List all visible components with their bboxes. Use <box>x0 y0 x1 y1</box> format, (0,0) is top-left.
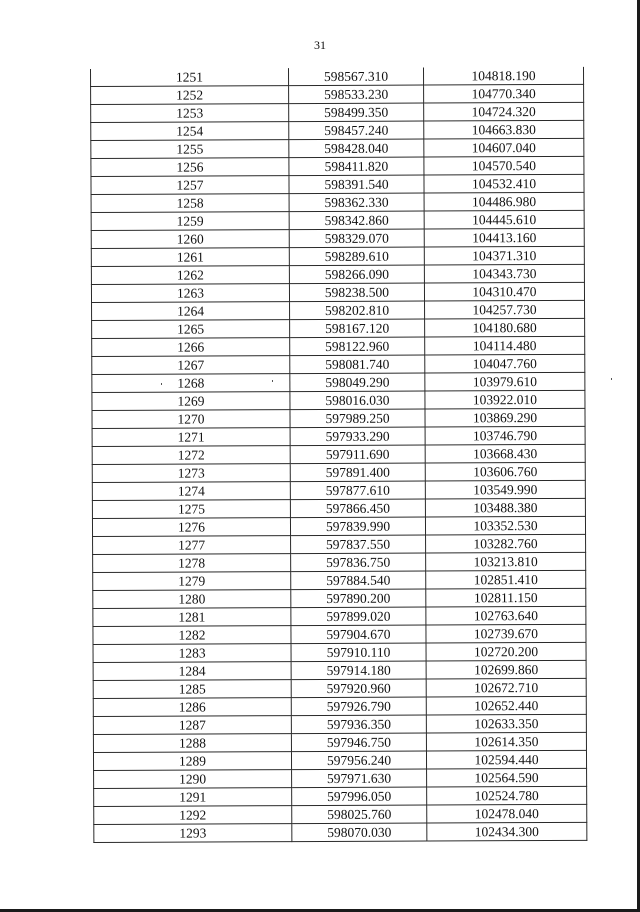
y-coordinate-cell: 103488.380 <box>425 498 585 517</box>
point-number-cell: 1262 <box>91 266 289 285</box>
table-row <box>92 444 585 464</box>
table-row <box>93 660 586 680</box>
y-coordinate-cell: 104310.470 <box>424 282 584 301</box>
point-number-cell: 1269 <box>92 392 290 411</box>
table-row <box>91 84 584 104</box>
table-row <box>93 588 586 608</box>
y-coordinate-cell: 104486.980 <box>424 192 584 211</box>
y-coordinate-cell: 103606.760 <box>425 462 585 481</box>
table-row <box>94 804 587 824</box>
y-coordinate-cell: 104770.340 <box>424 84 584 103</box>
x-coordinate-cell: 598070.030 <box>292 823 427 842</box>
x-coordinate-cell: 598391.540 <box>289 175 424 194</box>
table-row <box>93 714 586 734</box>
x-coordinate-cell: 597837.550 <box>291 535 426 554</box>
scan-speck <box>611 378 612 380</box>
point-number-cell: 1275 <box>92 500 290 519</box>
x-coordinate-cell: 598016.030 <box>290 391 425 410</box>
table-row <box>94 822 587 842</box>
x-coordinate-cell: 597914.180 <box>291 661 426 680</box>
table-row <box>93 534 586 554</box>
point-number-cell: 1252 <box>91 86 289 105</box>
y-coordinate-cell: 102720.200 <box>426 642 586 661</box>
table-row <box>93 624 586 644</box>
y-coordinate-cell: 104371.310 <box>424 246 584 265</box>
y-coordinate-cell: 104724.320 <box>424 102 584 121</box>
point-number-cell: 1255 <box>91 140 289 159</box>
y-coordinate-cell: 103979.610 <box>425 372 585 391</box>
table-row <box>93 732 586 752</box>
point-number-cell: 1260 <box>91 230 289 249</box>
y-coordinate-cell: 102434.300 <box>427 822 587 841</box>
x-coordinate-cell: 597839.990 <box>290 517 425 536</box>
x-coordinate-cell: 597920.960 <box>291 679 426 698</box>
y-coordinate-cell: 103549.990 <box>425 480 585 499</box>
page-number: 31 <box>314 38 326 52</box>
point-number-cell: 1282 <box>93 626 291 645</box>
point-number-cell: 1290 <box>94 770 292 789</box>
x-coordinate-cell: 598238.500 <box>289 283 424 302</box>
table-row <box>90 67 583 87</box>
x-coordinate-cell: 597904.670 <box>291 625 426 644</box>
scan-speck <box>272 380 273 382</box>
table-row <box>92 516 585 536</box>
table-row <box>91 228 584 248</box>
point-number-cell: 1271 <box>92 428 290 447</box>
x-coordinate-cell: 597911.690 <box>290 445 425 464</box>
y-coordinate-cell: 104663.830 <box>424 120 584 139</box>
table-row <box>92 336 585 356</box>
point-number-cell: 1268 <box>92 374 290 393</box>
point-number-cell: 1292 <box>94 806 292 825</box>
y-coordinate-cell: 103668.430 <box>425 444 585 463</box>
x-coordinate-cell: 598081.740 <box>290 355 425 374</box>
x-coordinate-cell: 597989.250 <box>290 409 425 428</box>
y-coordinate-cell: 102478.040 <box>427 804 587 823</box>
x-coordinate-cell: 597956.240 <box>291 751 426 770</box>
y-coordinate-cell: 102851.410 <box>426 570 586 589</box>
x-coordinate-cell: 597971.630 <box>292 769 427 788</box>
x-coordinate-cell: 597910.110 <box>291 643 426 662</box>
point-number-cell: 1285 <box>93 680 291 699</box>
point-number-cell: 1254 <box>91 122 289 141</box>
x-coordinate-cell: 598567.310 <box>288 68 423 86</box>
table-row <box>92 498 585 518</box>
point-number-cell: 1273 <box>92 464 290 483</box>
x-coordinate-cell: 597891.400 <box>290 463 425 482</box>
y-coordinate-cell: 103746.790 <box>425 426 585 445</box>
x-coordinate-cell: 598049.290 <box>290 373 425 392</box>
x-coordinate-cell: 598411.820 <box>289 157 424 176</box>
y-coordinate-cell: 102564.590 <box>427 768 587 787</box>
x-coordinate-cell: 597936.350 <box>291 715 426 734</box>
point-number-cell: 1259 <box>91 212 289 231</box>
point-number-cell: 1256 <box>91 158 289 177</box>
table-row <box>92 480 585 500</box>
point-number-cell: 1280 <box>93 590 291 609</box>
point-number-cell: 1258 <box>91 194 289 213</box>
y-coordinate-cell: 104180.680 <box>425 318 585 337</box>
x-coordinate-cell: 597933.290 <box>290 427 425 446</box>
x-coordinate-cell: 598428.040 <box>289 139 424 158</box>
x-coordinate-cell: 597866.450 <box>290 499 425 518</box>
table-row <box>92 300 585 320</box>
point-number-cell: 1283 <box>93 644 291 663</box>
coordinate-table <box>90 67 587 843</box>
table-row <box>91 246 584 266</box>
table-row <box>92 462 585 482</box>
y-coordinate-cell: 102524.780 <box>427 786 587 805</box>
table-row <box>91 102 584 122</box>
point-number-cell: 1289 <box>93 752 291 771</box>
x-coordinate-cell: 598499.350 <box>289 103 424 122</box>
y-coordinate-cell: 102614.350 <box>426 732 586 751</box>
table-row <box>91 156 584 176</box>
y-coordinate-cell: 102652.440 <box>426 696 586 715</box>
x-coordinate-cell: 598289.610 <box>289 247 424 266</box>
x-coordinate-cell: 598362.330 <box>289 193 424 212</box>
y-coordinate-cell: 104257.730 <box>425 300 585 319</box>
table-row <box>93 642 586 662</box>
point-number-cell: 1270 <box>92 410 290 429</box>
table-row <box>93 678 586 698</box>
point-number-cell: 1288 <box>93 734 291 753</box>
table-row <box>91 210 584 230</box>
x-coordinate-cell: 597996.050 <box>292 787 427 806</box>
point-number-cell: 1263 <box>91 284 289 303</box>
table-row <box>91 120 584 140</box>
y-coordinate-cell: 102699.860 <box>426 660 586 679</box>
point-number-cell: 1267 <box>92 356 290 375</box>
scan-speck <box>161 383 162 385</box>
x-coordinate-cell: 598167.120 <box>290 319 425 338</box>
point-number-cell: 1277 <box>93 536 291 555</box>
point-number-cell: 1276 <box>92 518 290 537</box>
table-row <box>92 408 585 428</box>
table-row <box>93 750 586 770</box>
y-coordinate-cell: 102672.710 <box>426 678 586 697</box>
x-coordinate-cell: 597926.790 <box>291 697 426 716</box>
point-number-cell: 1291 <box>94 788 292 807</box>
point-number-cell: 1272 <box>92 446 290 465</box>
y-coordinate-cell: 104445.610 <box>424 210 584 229</box>
x-coordinate-cell: 598329.070 <box>289 229 424 248</box>
point-number-cell: 1279 <box>93 572 291 591</box>
y-coordinate-cell: 103922.010 <box>425 390 585 409</box>
point-number-cell: 1274 <box>92 482 290 501</box>
y-coordinate-cell: 104570.540 <box>424 156 584 175</box>
x-coordinate-cell: 598202.810 <box>290 301 425 320</box>
point-number-cell: 1278 <box>93 554 291 573</box>
y-coordinate-cell: 102633.350 <box>426 714 586 733</box>
y-coordinate-cell: 102811.150 <box>426 588 586 607</box>
y-coordinate-cell: 104343.730 <box>424 264 584 283</box>
x-coordinate-cell: 597836.750 <box>291 553 426 572</box>
table-row <box>92 390 585 410</box>
x-coordinate-cell: 598266.090 <box>289 265 424 284</box>
x-coordinate-cell: 598122.960 <box>290 337 425 356</box>
table-row <box>94 786 587 806</box>
x-coordinate-cell: 597946.750 <box>291 733 426 752</box>
point-number-cell: 1251 <box>90 68 288 86</box>
table-row <box>91 174 584 194</box>
point-number-cell: 1286 <box>93 698 291 717</box>
y-coordinate-cell: 104114.480 <box>425 336 585 355</box>
table-row <box>93 696 586 716</box>
y-coordinate-cell: 104818.190 <box>423 67 583 85</box>
y-coordinate-cell: 102763.640 <box>426 606 586 625</box>
x-coordinate-cell: 597884.540 <box>291 571 426 590</box>
x-coordinate-cell: 598025.760 <box>292 805 427 824</box>
x-coordinate-cell: 598457.240 <box>289 121 424 140</box>
point-number-cell: 1257 <box>91 176 289 195</box>
y-coordinate-cell: 103869.290 <box>425 408 585 427</box>
point-number-cell: 1281 <box>93 608 291 627</box>
y-coordinate-cell: 103352.530 <box>425 516 585 535</box>
y-coordinate-cell: 103282.760 <box>426 534 586 553</box>
table-row <box>93 552 586 572</box>
table-row <box>92 318 585 338</box>
y-coordinate-cell: 104047.760 <box>425 354 585 373</box>
y-coordinate-cell: 102594.440 <box>426 750 586 769</box>
table-row <box>93 606 586 626</box>
table-row <box>92 372 585 392</box>
point-number-cell: 1261 <box>91 248 289 267</box>
x-coordinate-cell: 597890.200 <box>291 589 426 608</box>
y-coordinate-cell: 102739.670 <box>426 624 586 643</box>
table-row <box>91 192 584 212</box>
x-coordinate-cell: 598342.860 <box>289 211 424 230</box>
point-number-cell: 1265 <box>92 320 290 339</box>
table-row <box>91 282 584 302</box>
y-coordinate-cell: 103213.810 <box>426 552 586 571</box>
point-number-cell: 1293 <box>94 824 292 843</box>
y-coordinate-cell: 104532.410 <box>424 174 584 193</box>
point-number-cell: 1253 <box>91 104 289 123</box>
y-coordinate-cell: 104413.160 <box>424 228 584 247</box>
x-coordinate-cell: 598533.230 <box>289 85 424 104</box>
y-coordinate-cell: 104607.040 <box>424 138 584 157</box>
table-row <box>91 264 584 284</box>
x-coordinate-cell: 597899.020 <box>291 607 426 626</box>
table-row <box>94 768 587 788</box>
coordinate-table-body <box>90 67 586 843</box>
point-number-cell: 1266 <box>92 338 290 357</box>
table-row <box>91 138 584 158</box>
point-number-cell: 1287 <box>93 716 291 735</box>
table-row <box>92 354 585 374</box>
point-number-cell: 1264 <box>92 302 290 321</box>
point-number-cell: 1284 <box>93 662 291 681</box>
table-row <box>93 570 586 590</box>
table-row <box>92 426 585 446</box>
x-coordinate-cell: 597877.610 <box>290 481 425 500</box>
